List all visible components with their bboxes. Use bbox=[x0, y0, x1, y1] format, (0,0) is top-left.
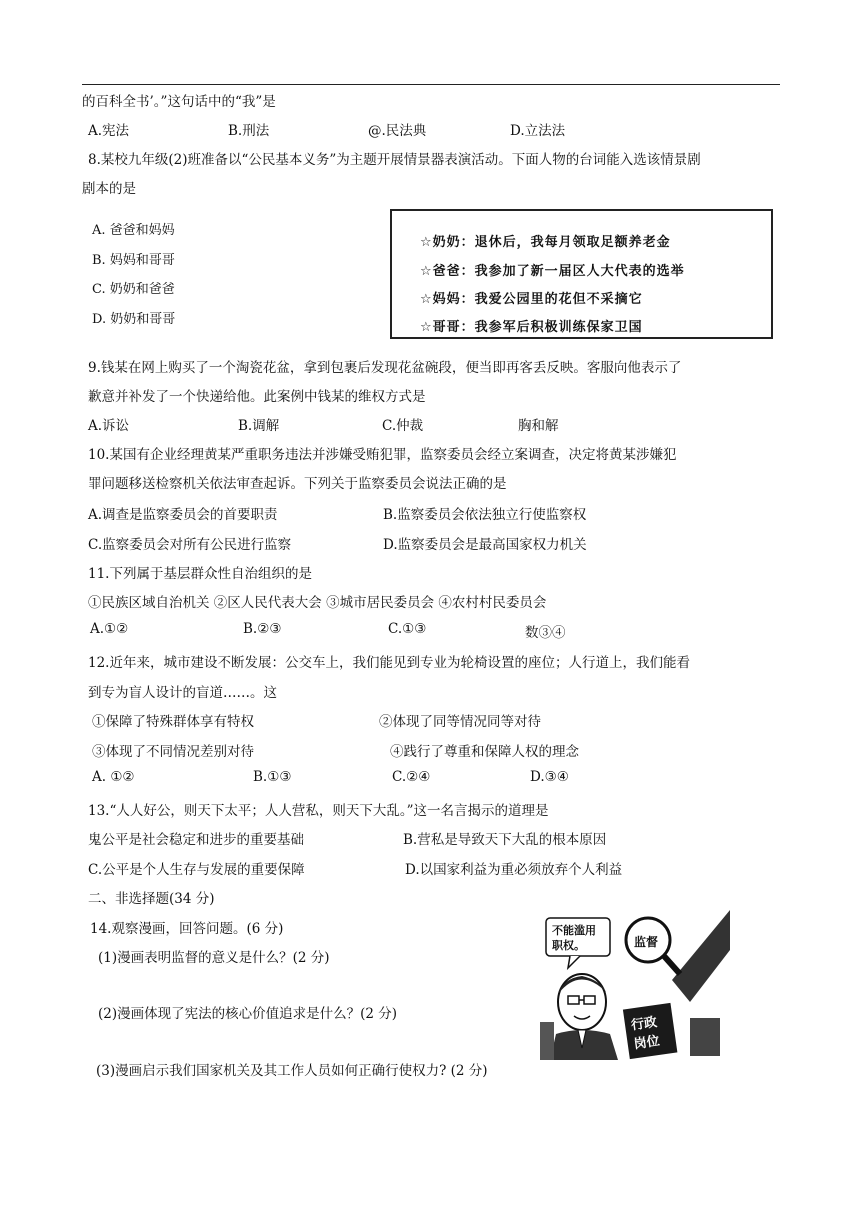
dialogue-line-grandma: ☆奶奶：退休后，我每月领取足额养老金 bbox=[420, 235, 671, 250]
dialogue-line-dad: ☆爸爸：我参加了新一届区人大代表的选举 bbox=[420, 264, 685, 279]
q8-option-d: D. 奶奶和哥哥 bbox=[92, 312, 176, 327]
q10-option-c: C.监察委员会对所有公民进行监察 bbox=[88, 537, 292, 553]
q11-option-b: B.②③ bbox=[243, 621, 282, 637]
dialogue-box bbox=[390, 209, 773, 339]
q7-option-d: D.立法法 bbox=[510, 123, 566, 139]
q8-option-b: B. 妈妈和哥哥 bbox=[92, 253, 175, 268]
q12-line2: 到专为盲人设计的盲道……。这 bbox=[88, 685, 277, 701]
q14-sub2: (2)漫画体现了宪法的核心价值追求是什么？(2 分) bbox=[98, 1006, 398, 1022]
q12-statement-4: ④践行了尊重和保障人权的理念 bbox=[390, 744, 579, 760]
bubble-text-2: 职权。 bbox=[552, 939, 585, 952]
q13-option-a: 鬼公平是社会稳定和进步的重要基础 bbox=[88, 832, 304, 848]
q12-statement-2: ②体现了同等情况同等对待 bbox=[379, 714, 541, 730]
q9-line1: 9.钱某在网上购买了一个淘瓷花盆，拿到包裹后发现花盆碗段，便当即再客丢反映。客服向他表示了 bbox=[88, 360, 682, 376]
q11-option-c: C.①③ bbox=[388, 621, 427, 637]
q9-line2: 歉意并补发了一个快递给他。此案例中钱某的维权方式是 bbox=[88, 389, 426, 405]
q14-sub1: (1)漫画表明监督的意义是什么？(2 分) bbox=[98, 950, 330, 966]
q9-option-a: A.诉讼 bbox=[88, 418, 130, 434]
sign-text-2: 岗位 bbox=[632, 1033, 661, 1053]
sign-text-1: 行政 bbox=[630, 1015, 659, 1034]
section-heading: 二、非选择题(34 分) bbox=[88, 891, 215, 907]
dialogue-line-brother: ☆哥哥：我参军后积极训练保家卫国 bbox=[420, 320, 643, 335]
q8-line2: 剧本的是 bbox=[82, 181, 136, 197]
q14-line1: 14.观察漫画，回答问题。(6 分) bbox=[90, 921, 284, 937]
bubble-text-1: 不能滥用 bbox=[552, 924, 596, 937]
magnifier-label: 监督 bbox=[634, 935, 659, 949]
q14-sub3: (3)漫画启示我们国家机关及其工作人员如何正确行使权力? (2 分) bbox=[96, 1063, 488, 1079]
q12-statement-1: ①保障了特殊群体享有特权 bbox=[92, 714, 254, 730]
q12-option-b: B.①③ bbox=[253, 769, 292, 785]
q10-line2: 罪问题移送检察机关依法审查起诉。下列关于监察委员会说法正确的是 bbox=[88, 476, 507, 492]
q9-option-d: 胸和解 bbox=[518, 418, 559, 434]
q13-option-d: D.以国家利益为重必须放弃个人利益 bbox=[405, 862, 623, 878]
q10-option-a: A.调查是监察委员会的首要职责 bbox=[88, 507, 278, 523]
dialogue-line-mom: ☆妈妈：我爱公园里的花但不采摘它 bbox=[420, 292, 643, 307]
q7-option-c: @.民法典 bbox=[368, 123, 427, 139]
q12-line1: 12.近年来，城市建设不断发展：公交车上，我们能见到专业为轮椅设置的座位；人行道上，我们能看 bbox=[88, 655, 690, 671]
q7-option-b: B.刑法 bbox=[228, 123, 270, 139]
q13-line1: 13.“人人好公，则天下太平；人人营私，则天下大乱。”这一名言揭示的道理是 bbox=[88, 803, 549, 819]
q13-option-c: C.公平是个人生存与发展的重要保障 bbox=[88, 862, 305, 878]
q11-option-a: A.①② bbox=[90, 621, 129, 637]
q7-tail: 的百科全书’。”这句话中的“我”是 bbox=[82, 94, 276, 110]
q8-option-c: C. 奶奶和爸爸 bbox=[92, 282, 175, 297]
q12-statement-3: ③体现了不同情况差别对待 bbox=[92, 744, 254, 760]
header-rule bbox=[82, 84, 780, 85]
supervision-cartoon bbox=[540, 910, 730, 1060]
q9-option-c: C.仲裁 bbox=[382, 418, 424, 434]
q11-line2: ①民族区域自治机关 ②区人民代表大会 ③城市居民委员会 ④农村村民委员会 bbox=[88, 595, 547, 611]
q9-option-b: B.调解 bbox=[238, 418, 280, 434]
q12-option-a: A. ①② bbox=[92, 769, 135, 785]
q12-option-c: C.②④ bbox=[392, 769, 431, 785]
q8-line1: 8.某校九年级(2)班准备以“公民基本义务”为主题开展情景器表演活动。下面人物的台词能入选该情景剧 bbox=[88, 152, 701, 168]
q11-line1: 11.下列属于基层群众性自治组织的是 bbox=[88, 566, 312, 582]
q13-option-b: B.营私是导致天下大乱的根本原因 bbox=[403, 832, 607, 848]
q7-option-a: A.宪法 bbox=[88, 123, 130, 139]
q10-option-d: D.监察委员会是最高国家权力机关 bbox=[383, 537, 587, 553]
cartoon-illustration bbox=[540, 910, 730, 1060]
q10-option-b: B.监察委员会依法独立行使监察权 bbox=[383, 507, 587, 523]
q12-option-d: D.③④ bbox=[530, 769, 569, 785]
q11-option-d: 数③④ bbox=[525, 625, 566, 641]
q8-option-a: A. 爸爸和妈妈 bbox=[92, 223, 175, 238]
q10-line1: 10.某国有企业经理黄某严重职务违法并涉嫌受贿犯罪，监察委员会经立案调查，决定将黄某涉嫌犯 bbox=[88, 447, 677, 463]
